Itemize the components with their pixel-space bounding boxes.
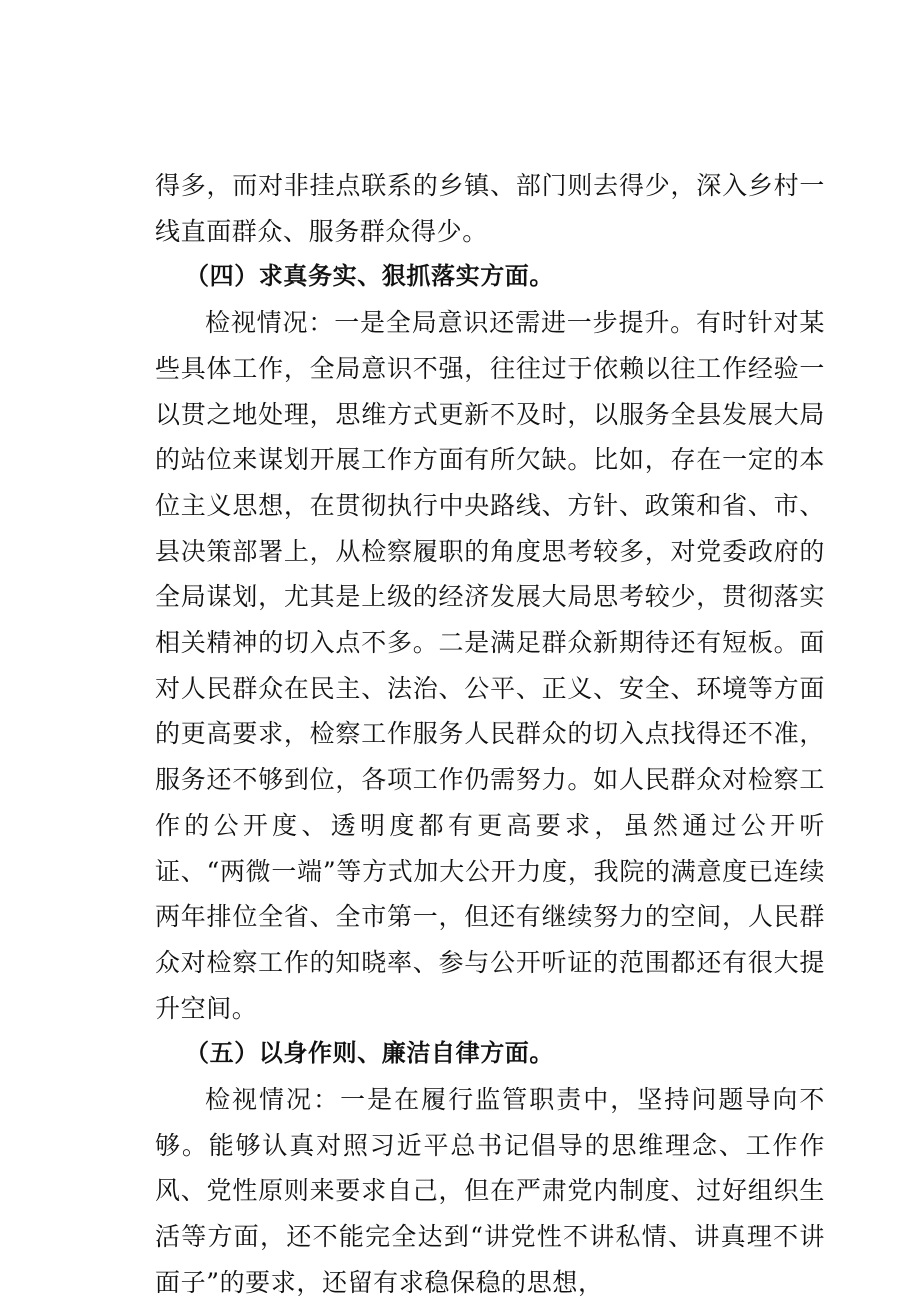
paragraph-review-5: 检视情况：一是在履行监管职责中，坚持问题导向不够。能够认真对照习近平总书记倡导的思维理念、工作作风、党性原则来要求自己，但在严肃党内制度、过好组织生活等方面，还不能完全达到“讲党性不讲私情、讲真理不讲面子”的要求，还留有求稳保稳的思想， xyxy=(155,1085,825,1297)
paragraph-continuation: 得多，而对非挂点联系的乡镇、部门则去得少，深入乡村一线直面群众、服务群众得少。 xyxy=(155,171,825,246)
document-body xyxy=(155,163,825,1306)
section-heading-5: （五）以身作则、廉洁自律方面。 xyxy=(185,1039,554,1068)
section-heading-4: （四）求真务实、狠抓落实方面。 xyxy=(185,262,554,291)
paragraph-review-4: 检视情况：一是全局意识还需进一步提升。有时针对某些具体工作，全局意识不强，往往过于依赖以往工作经验一以贯之地处理，思维方式更新不及时，以服务全县发展大局的站位来谋划开展工作方面有所欠缺。比如，存在一定的本位主义思想，在贯彻执行中央路线、方针、政策和省、市、县决策部署上，从检察履职的角度思考较多，对党委政府的全局谋划，尤其是上级的经济发展大局思考较少，贯彻落实相关精神的切入点不多。二是满足群众新期待还有短板。面对人民群众在民主、法治、公平、正义、安全、环境等方面的更高要求，检察工作服务人民群众的切入点找得还不准，服务还不够到位，各项工作仍需努力。如人民群众对检察工作的公开度、透明度都有更高要求，虽然通过公开听证、“两微一端”等方式加大公开力度，我院的满意度已连续两年排位全省、全市第一，但还有继续努力的空间，人民群众对检察工作的知晓率、参与公开听证的范围都还有很大提升空间。 xyxy=(155,308,825,1023)
